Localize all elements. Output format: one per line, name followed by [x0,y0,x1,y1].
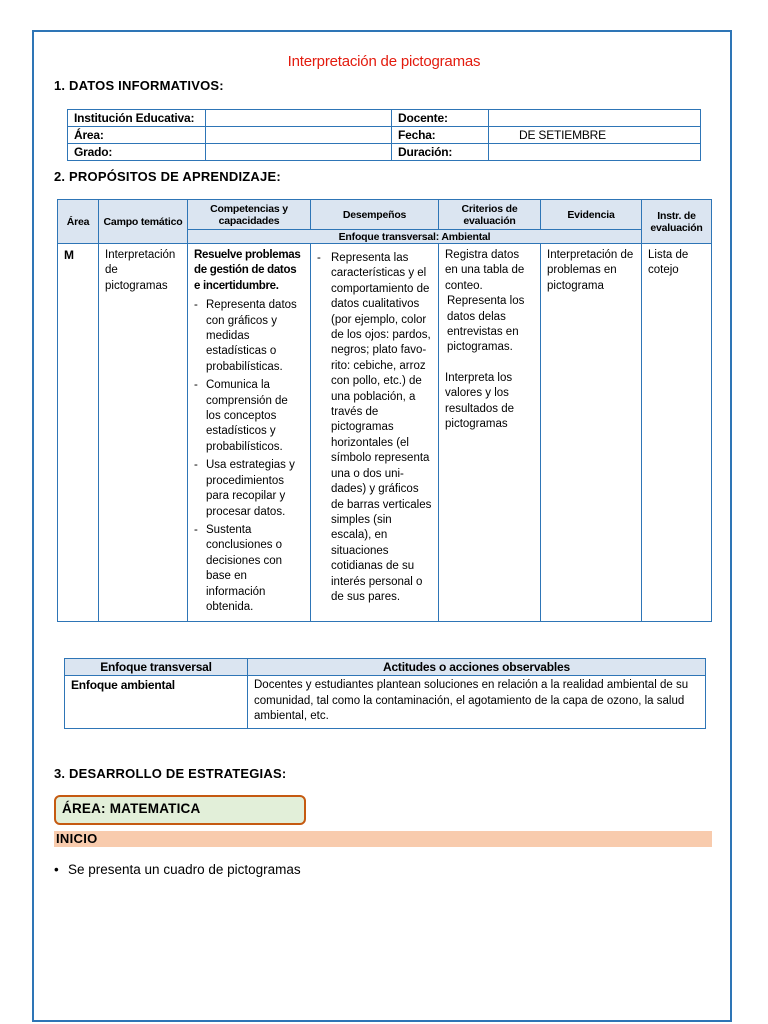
datos-table [67,109,701,161]
table-row [68,144,701,161]
criterio-2: Representa los datos delas entrevistas en pictogramas. [447,295,525,354]
duracion-label: Duración: [392,144,489,161]
header-enfoque: Enfoque transversal: Ambiental [188,230,642,244]
area-box: ÁREA: MATEMATICA [54,795,306,825]
enfoque-ambiental: Enfoque ambiental [65,676,248,729]
capacidades-list [194,298,304,615]
fecha-value: DE SETIEMBRE [489,127,701,144]
header-area: Área [58,200,99,244]
header-campo: Campo temático [99,200,188,244]
header-enfoque-transversal: Enfoque transversal [65,659,248,676]
header-evidencia: Evidencia [541,200,642,230]
desempenos-list [317,251,432,605]
enfoque-actitudes: Docentes y estudiantes plantean soluciones en relación a la realidad ambiental de su comunidad, tal como la contaminación, el agotamiento de la capa de ozono, la salud ambiental, etc. [248,676,706,729]
table-row [65,676,706,729]
grado-label: Grado: [68,144,206,161]
bullet-icon: • [54,862,59,877]
cell-area: M [58,244,99,622]
header-competencias: Competencias y capacidades [188,200,311,230]
cell-instr: Lista de cotejo [642,244,712,622]
docente-label: Docente: [392,110,489,127]
propositos-table [57,199,712,622]
enfoque-table [64,658,706,729]
institucion-label: Institución Educativa: [68,110,206,127]
section-heading-desarrollo: 3. DESARROLLO DE ESTRATEGIAS: [54,766,287,781]
page-title: Interpretación de pictogramas [287,53,481,70]
duracion-value [489,144,701,161]
header-actitudes: Actitudes o acciones observables [248,659,706,676]
list-item: - Sustenta conclusiones o decisiones con base en información obtenida. [194,523,304,615]
cell-criterios [439,244,541,622]
list-item: - Representa datos con gráficos y medidas estadísticas o probabilísticas. [194,298,304,375]
cell-evidencia: Interpretación de problemas en pictograma [541,244,642,622]
table-row [68,110,701,127]
header-desempenos: Desempeños [311,200,439,230]
table-row [58,244,712,622]
inicio-heading: INICIO [54,831,712,847]
header-instr: Instr. de evaluación [642,200,712,244]
table-header-row [65,659,706,676]
institucion-value [206,110,392,127]
area-value [206,127,392,144]
section-heading-propositos: 2. PROPÓSITOS DE APRENDIZAJE: [54,169,281,184]
competencia-title: Resuelve problemas de gestión de datos e incertidumbre. [194,249,301,292]
cell-campo: Interpretación de pictogramas [99,244,188,622]
table-row [68,127,701,144]
list-item [54,862,301,877]
list-item: - Usa estrategias y procedimientos para recopilar y procesar datos. [194,458,304,520]
cell-desempenos [311,244,439,622]
list-item: - Comunica la comprensión de los conceptos estadísticos y probabilísticos. [194,378,304,455]
inicio-bullet-text: Se presenta un cuadro de pictogramas [68,862,301,877]
cell-competencias [188,244,311,622]
grado-value [206,144,392,161]
list-item: - Representa las características y el comportamiento de datos cualitativos (por ejemplo, color de los ojos: pardos, negros; plato favo-rito: cebiche, arroz con pollo, etc.) de una población, a través de pictogramas horizontales (el símbolo representa una o dos uni-dades) y gráficos de barras verticales simples (sin escala), en situaciones cotidianas de su interés personal o de sus pares. [317,251,432,605]
section-heading-datos: 1. DATOS INFORMATIVOS: [54,78,224,93]
header-criterios: Criterios de evaluación [439,200,541,230]
criterio-1: Registra datos en una tabla de conteo. [445,249,525,292]
fecha-label: Fecha: [392,127,489,144]
area-label: Área: [68,127,206,144]
table-header-row [58,200,712,230]
criterio-3: Interpreta los valores y los resultados de pictogramas [445,371,515,431]
docente-value [489,110,701,127]
